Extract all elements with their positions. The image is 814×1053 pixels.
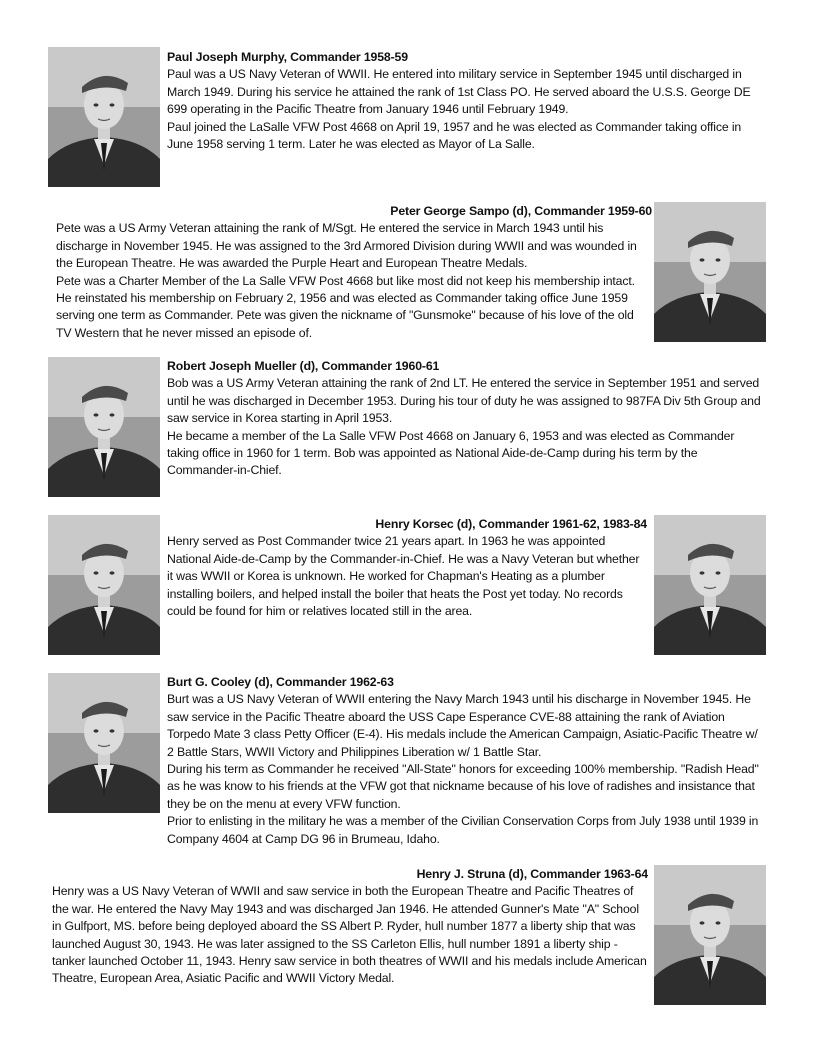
portrait-photo-cooley bbox=[48, 673, 160, 813]
bio-paragraph: He became a member of the La Salle VFW Post 4668 on January 6, 1953 and was elected as Commander taking office in 1960 for 1 term. Bob was appointed as National Aide-de-Camp during his term by the Commander-in-Chief. bbox=[167, 428, 735, 478]
bio-korsec bbox=[167, 516, 647, 620]
bio-paragraph: Paul was a US Navy Veteran of WWII. He entered into military service in September 1945 until discharged in March 1949. During his service he attained the rank of 1st Class PO. He served aboard the U.S.S. George DE 699 operating in the Pacific Theatre from January 1946 until February 1949. bbox=[167, 67, 751, 117]
bio-paragraph: Prior to enlisting in the military he was a member of the Civilian Conservation Corps from July 1938 until 1939 in Company 4604 at Camp DG 96 in Brumeau, Idaho. bbox=[167, 814, 759, 846]
portrait-photo-murphy bbox=[48, 47, 160, 187]
bio-paragraph: Pete was a US Army Veteran attaining the rank of M/Sgt. He entered the service in March 1943 until his discharge in November 1945. He was assigned to the 3rd Armored Division during WWII and was wounded in the European Theatre. He was awarded the Purple Heart and European Theatre Medals. bbox=[56, 221, 637, 271]
bio-paragraph: Pete was a Charter Member of the La Salle VFW Post 4668 but like most did not keep his membership intact. He reinstated his membership on February 2, 1956 and was elected as Commander taking office June 1959 serving one term as Commander. Pete was given the nickname of "Gunsmoke" because of his love of the old TV Western that he never missed an episode of. bbox=[56, 273, 635, 340]
bio-mueller bbox=[167, 358, 767, 480]
portrait-photo-korsec-right bbox=[654, 515, 766, 655]
bio-paragraph: Bob was a US Army Veteran attaining the rank of 2nd LT. He entered the service in September 1951 and served until he was discharged in December 1953. During his tour of duty he was assigned to 987FA Div 5th Group and saw service in Korea starting in April 1953. bbox=[167, 376, 761, 426]
bio-sampo bbox=[56, 203, 652, 342]
bio-title: Henry J. Struna (d), Commander 1963-64 bbox=[416, 867, 648, 881]
bio-paragraph: Henry served as Post Commander twice 21 years apart. In 1963 he was appointed National Aide-de-Camp by the Commander-in-Chief. He was a Navy Veteran but whether it was WWII or Korea is unknown. He worked for Chapman's Heating as a plumber installing boilers, and helped install the boiler that heats the Post yet today. No records could be found for him or relatives located still in the area. bbox=[167, 534, 640, 619]
bio-title: Robert Joseph Mueller (d), Commander 1960-61 bbox=[167, 359, 440, 373]
bio-paragraph: Burt was a US Navy Veteran of WWII entering the Navy March 1943 until his discharge in November 1945. He saw service in the Pacific Theatre aboard the USS Cape Esperance CVE-88 attaining the rank of Aviation Torpedo Mate 3 class Petty Officer (E-4). His medals include the American Campaign, Asiatic-Pacific Theatre w/ 2 Battle Stars, WWII Victory and Philippines Liberation w/ 1 Battle Star. bbox=[167, 692, 758, 759]
portrait-photo-korsec-left bbox=[48, 515, 160, 655]
bio-murphy bbox=[167, 49, 767, 153]
portrait-photo-mueller bbox=[48, 357, 160, 497]
bio-struna bbox=[52, 866, 648, 988]
bio-cooley bbox=[167, 674, 767, 848]
bio-title: Peter George Sampo (d), Commander 1959-60 bbox=[390, 204, 652, 218]
bio-paragraph: Henry was a US Navy Veteran of WWII and saw service in both the European Theatre and Pacific Theatres of the war. He entered the Navy May 1943 and was discharged Jan 1946. He attended Gunner's Mate "A" School in Gulfport, MS. before being deployed aboard the SS Albert P. Ryder, hull number 1877 a liberty ship that was launched August 30, 1943. He was later assigned to the SS Carleton Ellis, hull number 1891 a liberty ship - tanker launched October 11, 1943. Henry saw service in both theatres of WWII and his medals include American Theatre, European Area, Asiatic Pacific and WWII Victory Medal. bbox=[52, 884, 647, 986]
bio-title: Henry Korsec (d), Commander 1961-62, 1983-84 bbox=[375, 517, 647, 531]
bio-paragraph: During his term as Commander he received "All-State" honors for exceeding 100% membership. "Radish Head" as he was know to his friends at the VFW got that nickname because of his love of radishes and insistance that they be on the menu at every VFW function. bbox=[167, 762, 759, 811]
bio-title: Paul Joseph Murphy, Commander 1958-59 bbox=[167, 50, 408, 64]
bio-paragraph: Paul joined the LaSalle VFW Post 4668 on April 19, 1957 and he was elected as Commander taking office in June 1958 serving 1 term. Later he was elected as Mayor of La Salle. bbox=[167, 119, 742, 152]
portrait-photo-sampo bbox=[654, 202, 766, 342]
portrait-photo-struna bbox=[654, 865, 766, 1005]
bio-title: Burt G. Cooley (d), Commander 1962-63 bbox=[167, 675, 394, 689]
